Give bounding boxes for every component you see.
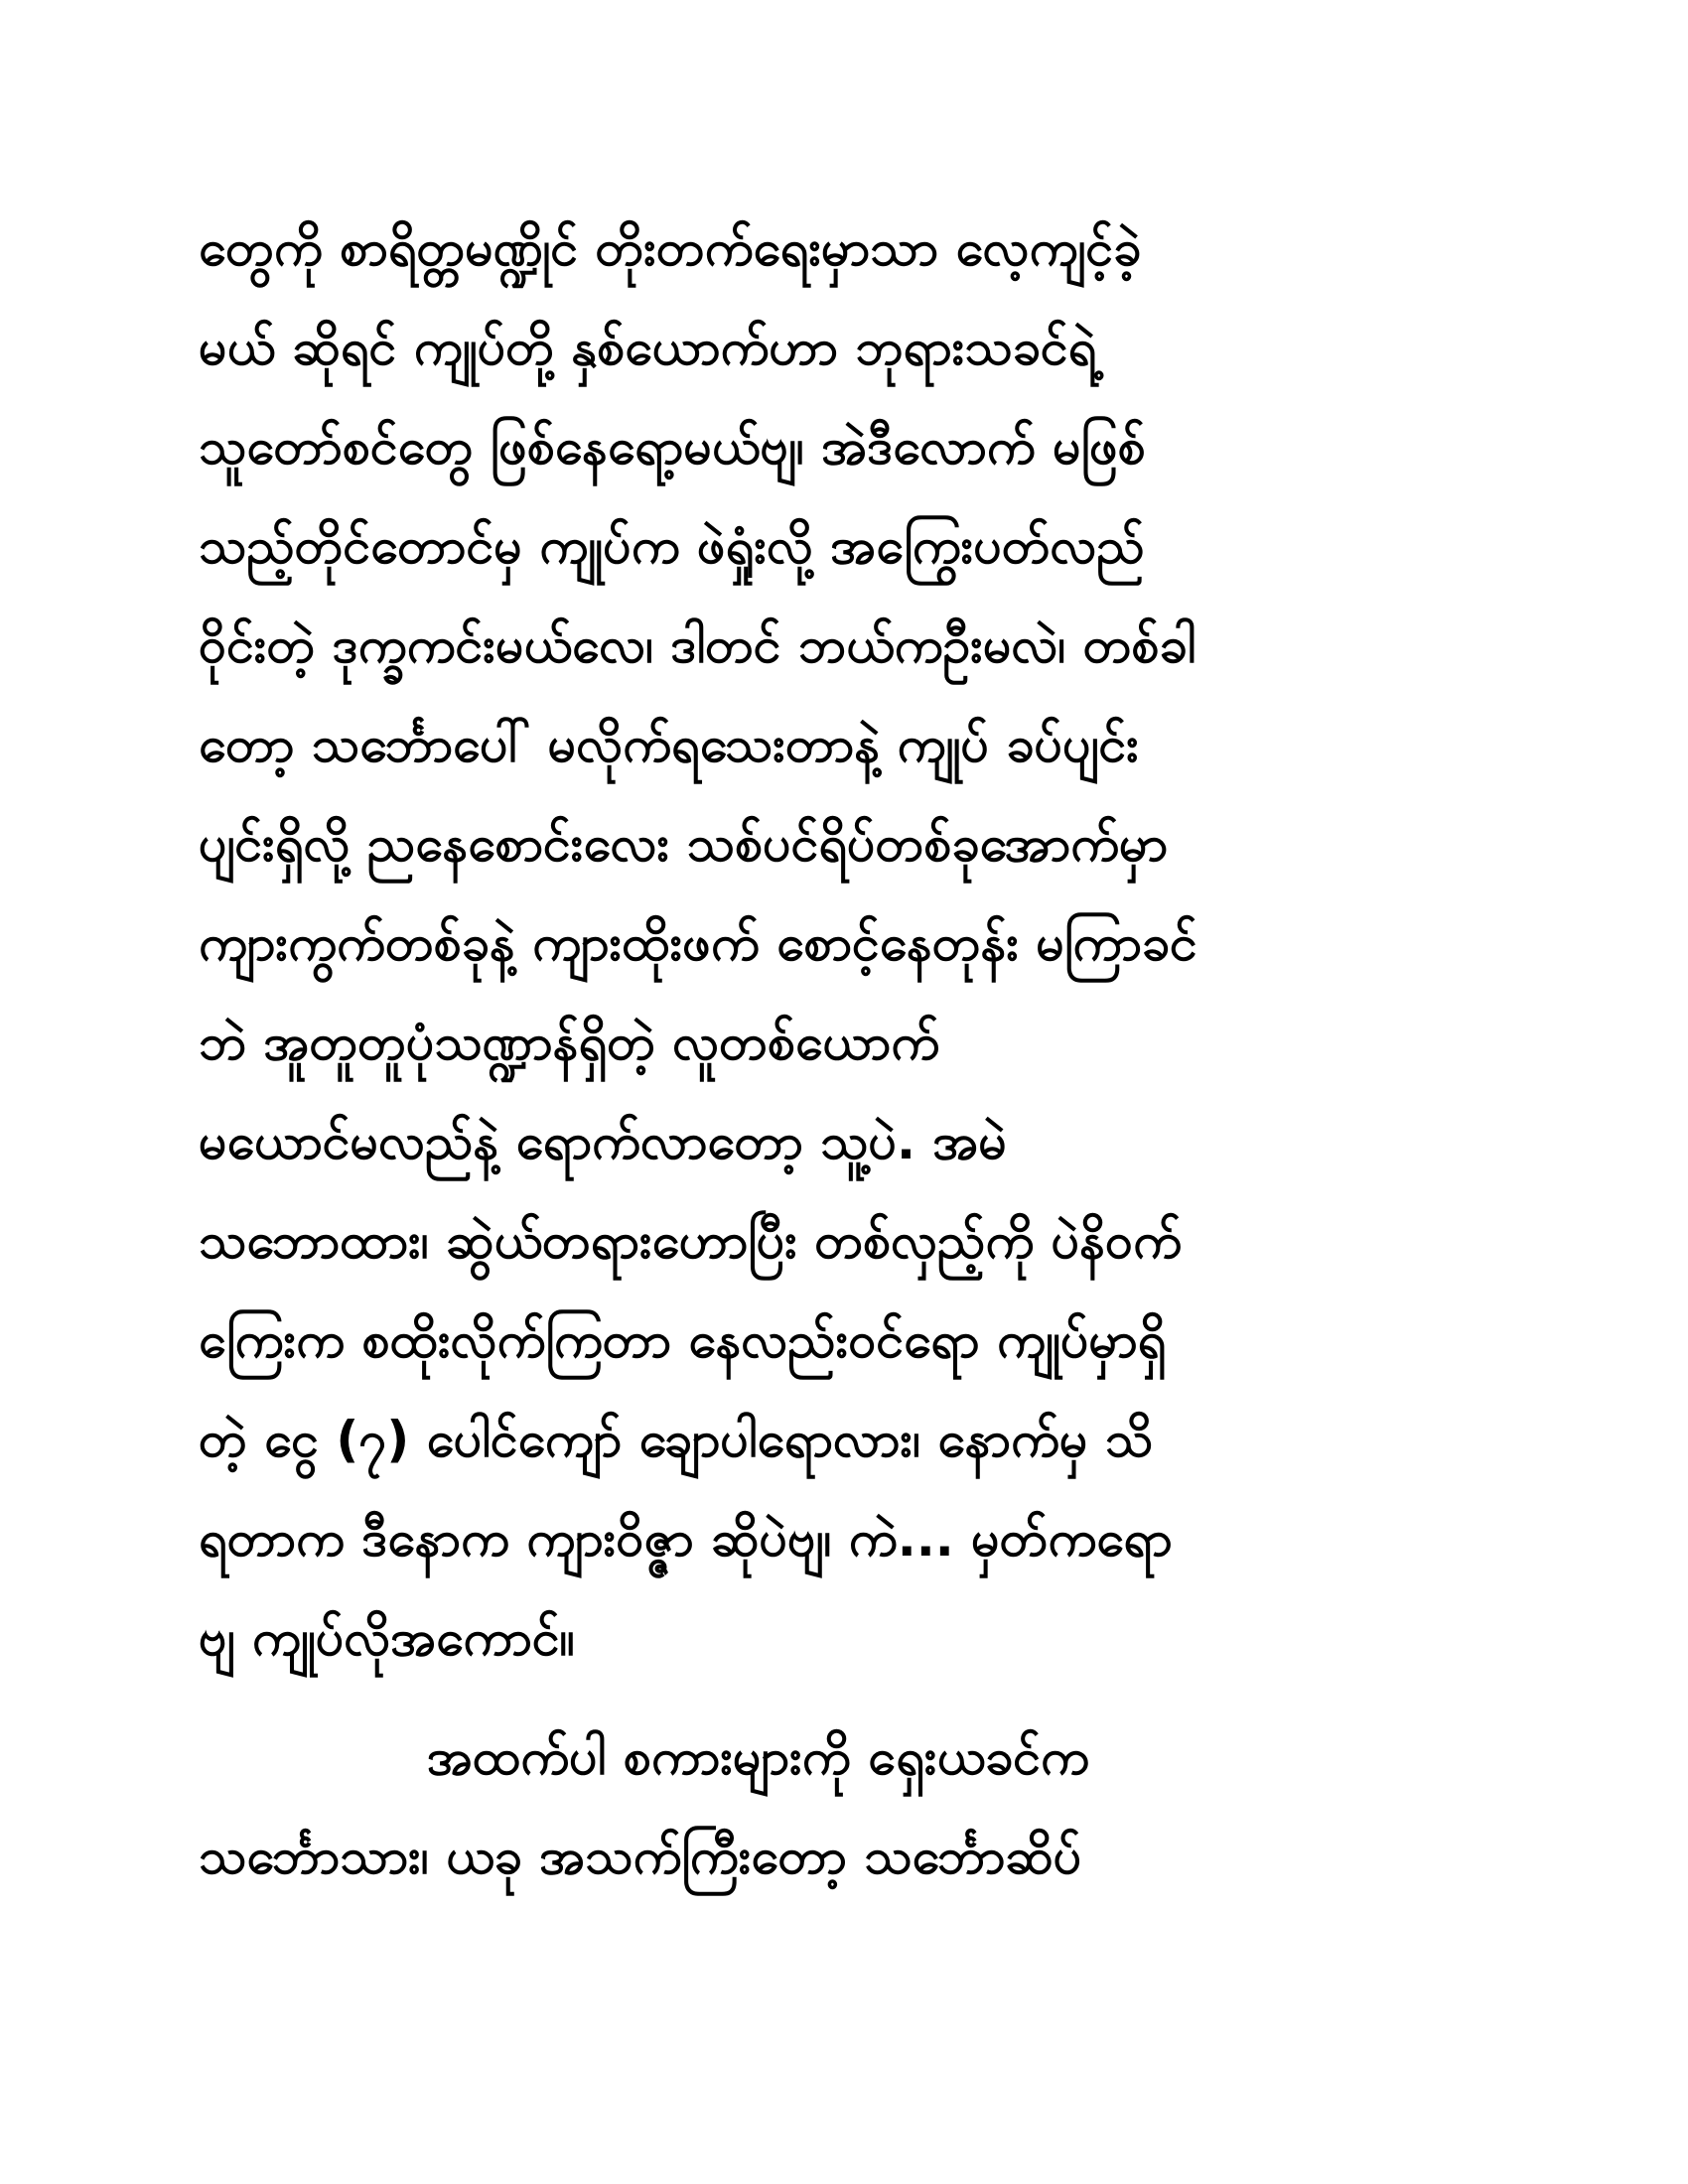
text-line: တွေကို စာရိတ္တမဏ္ဍိုင် တိုးတက်ရေးမှာသာ လေ့ကျင့်ခဲ့	[199, 219, 1142, 277]
text-line: သည့်တိုင်တောင်မှ ကျုပ်က ဖဲရှုံးလို့ အကြွေးပတ်လည်	[199, 517, 1145, 575]
text-line: ကြေးက စထိုးလိုက်ကြတာ နေလည်းဝင်ရော ကျုပ်မှာရှိ	[199, 1311, 1167, 1369]
text-line: ဗျ ကျုပ်လိုအကောင်။	[199, 1609, 575, 1667]
text-line: ဝိုင်းတဲ့ ဒုက္ခကင်းမယ်လေ၊ ဒါတင် ဘယ်ကဦးမလဲ၊ တစ်ခါ	[199, 616, 1196, 674]
text-line: အထက်ပါ စကားများကို ရှေးယခင်က	[427, 1728, 1089, 1786]
text-line: ရတာက ဒီနောက ကျားဝိဇ္ဇာ ဆိုပဲဗျ၊ ကဲ... မှတ်ကရော	[199, 1510, 1173, 1568]
text-line: ကျားကွက်တစ်ခုနဲ့ ကျားထိုးဖက် စောင့်နေတုန်း မကြာခင်	[199, 914, 1197, 972]
text-line: သဘောထား၊ ဆွဲယ်တရားဟောပြီး တစ်လှည့်ကို ပဲနိဝက်	[199, 1212, 1183, 1270]
text-line: သင်္ဘောသား၊ ယခု အသက်ကြီးတော့ သင်္ဘောဆိပ်	[199, 1828, 1082, 1885]
text-line: မယ် ဆိုရင် ကျုပ်တို့ နှစ်ယောက်ဟာ ဘုရားသခင်ရဲ့	[199, 319, 1097, 376]
text-line: ပျင်းရှိလို့ ညနေစောင်းလေး သစ်ပင်ရိပ်တစ်ခုအောက်မှာ	[199, 815, 1169, 873]
text-line: သူတော်စင်တွေ ဖြစ်နေရော့မယ်ဗျ၊ အဲဒီလောက် မဖြစ်	[199, 418, 1146, 476]
text-line: မယောင်မလည်နဲ့ ရောက်လာတော့ သူ့ပဲ. အမဲ	[199, 1113, 1007, 1170]
text-line: ဘဲ အူတူတူပုံသဏ္ဍာန်ရှိတဲ့ လူတစ်ယောက်	[199, 1014, 940, 1071]
text-line: တဲ့ ငွေ (၇) ပေါင်ကျော် ချောပါရောလား၊ နောက်မှ သိ	[199, 1411, 1154, 1468]
text-line: တော့ သင်္ဘောပေါ် မလိုက်ရသေးတာနဲ့ ကျုပ် ခပ်ပျင်း	[199, 716, 1139, 773]
